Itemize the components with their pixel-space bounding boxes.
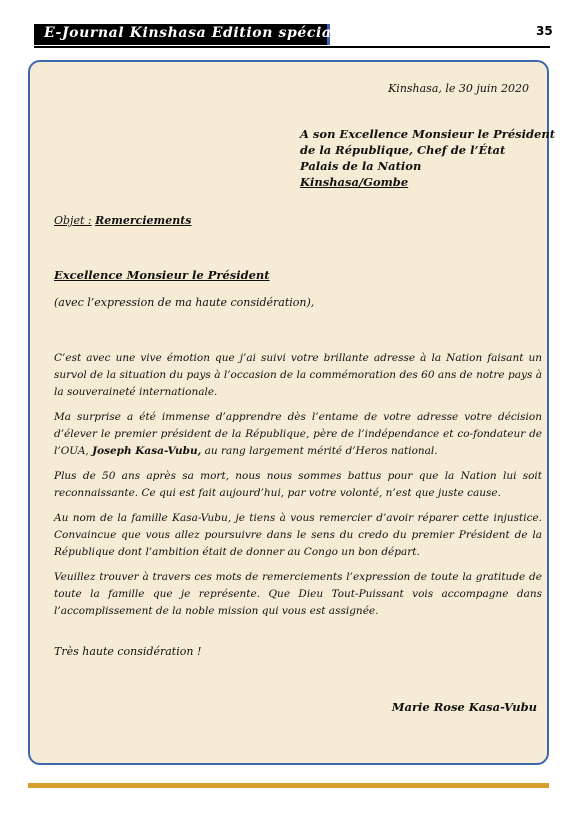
paragraph — [54, 409, 542, 460]
addressee-block — [300, 126, 555, 190]
subject-line — [54, 214, 191, 227]
honoree-name: Joseph Kasa-Vubu, — [92, 445, 202, 457]
letter-frame — [28, 60, 556, 765]
closing-line: Très haute considération ! — [54, 645, 202, 658]
paragraph-text: Ma surprise a été immense d’apprendre dès l’entame de votre adresse votre décision d’élever le premier président de la République, père de l’indépendance et co-fondateur de l’OUA, — [54, 411, 542, 457]
addressee-line: de la République, Chef de l’État — [300, 143, 506, 157]
paragraph: Veuillez trouver à travers ces mots de remerciements l’expression de toute la gratitude de toute la famille que je représente. Que Dieu Tout-Puissant vois accompagne dans l’accomplissement de la noble mission qui vous est assignée. — [54, 571, 542, 617]
letter-body — [54, 350, 542, 628]
paragraph: Plus de 50 ans après sa mort, nous nous sommes battus pour que la Nation lui soit reconnaissante. Ce qui est fait aujourd’hui, par votre volonté, n’est que juste cause. — [54, 470, 542, 499]
journal-title: E-Journal Kinshasa Edition spéciale — [44, 25, 347, 41]
paragraph: Au nom de la famille Kasa-Vubu, je tiens à vous remercier d’avoir réparer cette injustice. Convaincue que vous allez poursuivre dans le sens du credo du premier Président de la République dont l’ambition était de donner au Congo un bon départ. — [54, 512, 542, 558]
regards-line: (avec l’expression de ma haute considération), — [54, 296, 315, 309]
addressee-line: Kinshasa/Gombe — [300, 175, 409, 189]
addressee-line: A son Excellence Monsieur le Président — [300, 127, 556, 141]
paragraph-text: au rang largement mérité d’Heros national. — [204, 445, 438, 457]
subject-label: Objet : — [54, 214, 92, 227]
salutation: Excellence Monsieur le Président — [54, 268, 270, 282]
header-banner — [34, 24, 347, 45]
letter-date: Kinshasa, le 30 juin 2020 — [388, 82, 529, 95]
paragraph: C’est avec une vive émotion que j’ai suivi votre brillante adresse à la Nation faisant un survol de la situation du pays à l’occasion de la commémoration des 60 ans de notre pays à la souveraineté internationale. — [54, 352, 542, 398]
signature: Marie Rose Kasa-Vubu — [391, 700, 537, 714]
header-rule — [34, 46, 550, 48]
addressee-line: Palais de la Nation — [300, 159, 422, 173]
footer-rule — [28, 783, 549, 788]
subject-text: Remerciements — [95, 214, 192, 227]
page-number: 35 — [536, 24, 553, 38]
